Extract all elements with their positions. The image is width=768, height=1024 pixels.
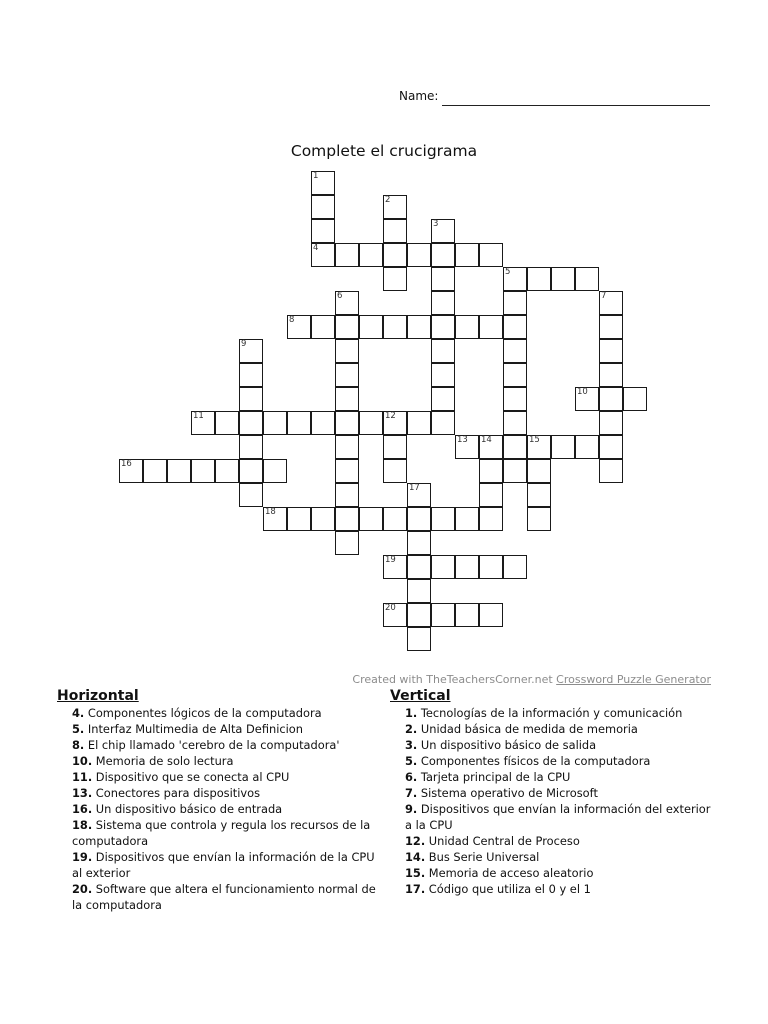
crossword-cell[interactable] — [383, 267, 407, 291]
crossword-cell[interactable] — [431, 339, 455, 363]
down-clues — [390, 688, 720, 897]
crossword-cell[interactable] — [503, 555, 527, 579]
crossword-cell[interactable] — [311, 507, 335, 531]
crossword-cell[interactable] — [407, 555, 431, 579]
across-clue-list — [57, 705, 377, 913]
clue-text: Dispositivos que envían la información del exterior a la CPU — [405, 802, 711, 832]
crossword-cell[interactable] — [383, 243, 407, 267]
crossword-cell[interactable] — [143, 459, 167, 483]
across-heading: Horizontal — [57, 688, 139, 704]
clue-text: El chip llamado 'cerebro de la computadora' — [84, 738, 340, 752]
down-heading: Vertical — [390, 688, 451, 704]
crossword-cell[interactable] — [335, 507, 359, 531]
crossword-cell[interactable] — [455, 603, 479, 627]
crossword-cell[interactable] — [287, 507, 311, 531]
clue-item — [390, 881, 720, 897]
crossword-cell[interactable] — [431, 363, 455, 387]
crossword-cell[interactable] — [263, 459, 287, 483]
clue-text: Interfaz Multimedia de Alta Definicion — [84, 722, 303, 736]
cell-number: 15 — [529, 435, 540, 445]
crossword-cell[interactable] — [119, 459, 143, 483]
crossword-cell[interactable] — [431, 603, 455, 627]
cell-number: 8 — [289, 315, 295, 325]
clue-text: Componentes lógicos de la computadora — [84, 706, 322, 720]
credit-link[interactable]: Crossword Puzzle Generator — [556, 673, 711, 686]
crossword-cell[interactable] — [335, 411, 359, 435]
clue-text: Unidad básica de medida de memoria — [417, 722, 638, 736]
crossword-cell[interactable] — [287, 315, 311, 339]
crossword-cell[interactable] — [311, 171, 335, 195]
clue-item — [390, 705, 720, 721]
crossword-cell[interactable] — [575, 387, 599, 411]
clue-number: 4. — [72, 706, 85, 720]
clue-item — [57, 785, 377, 801]
crossword-cell[interactable] — [599, 291, 623, 315]
clue-item — [390, 721, 720, 737]
crossword-cell[interactable] — [383, 435, 407, 459]
across-clues — [57, 688, 377, 913]
crossword-cell[interactable] — [383, 555, 407, 579]
crossword-cell[interactable] — [479, 459, 503, 483]
clue-number: 3. — [405, 738, 418, 752]
clue-text: Código que utiliza el 0 y el 1 — [425, 882, 591, 896]
crossword-cell[interactable] — [359, 411, 383, 435]
crossword-cell[interactable] — [431, 267, 455, 291]
cell-number: 13 — [457, 435, 468, 445]
cell-number: 16 — [121, 459, 132, 469]
clue-number: 20. — [72, 882, 93, 896]
clue-text: Bus Serie Universal — [425, 850, 540, 864]
clue-number: 11. — [72, 770, 93, 784]
crossword-cell[interactable] — [191, 411, 215, 435]
clue-text: Dispositivo que se conecta al CPU — [92, 770, 290, 784]
clue-number: 5. — [72, 722, 85, 736]
crossword-cell[interactable] — [431, 219, 455, 243]
crossword-cell[interactable] — [335, 435, 359, 459]
clue-item — [390, 737, 720, 753]
crossword-cell[interactable] — [455, 435, 479, 459]
crossword-cell[interactable] — [455, 315, 479, 339]
crossword-cell[interactable] — [359, 507, 383, 531]
crossword-cell[interactable] — [479, 435, 503, 459]
crossword-cell[interactable] — [335, 387, 359, 411]
crossword-cell[interactable] — [623, 387, 647, 411]
clue-text: Sistema que controla y regula los recursos de la computadora — [72, 818, 371, 848]
crossword-cell[interactable] — [527, 507, 551, 531]
crossword-cell[interactable] — [335, 459, 359, 483]
crossword-cell[interactable] — [503, 411, 527, 435]
crossword-cell[interactable] — [551, 267, 575, 291]
clue-number: 5. — [405, 754, 418, 768]
cell-number: 1 — [313, 171, 319, 181]
clue-number: 7. — [405, 786, 418, 800]
clue-number: 8. — [72, 738, 85, 752]
crossword-cell[interactable] — [575, 435, 599, 459]
cell-number: 4 — [313, 243, 319, 253]
clue-number: 16. — [72, 802, 93, 816]
cell-number: 20 — [385, 603, 396, 613]
clue-item — [57, 705, 377, 721]
crossword-cell[interactable] — [431, 507, 455, 531]
crossword-cell[interactable] — [383, 315, 407, 339]
crossword-cell[interactable] — [503, 315, 527, 339]
clue-item — [390, 801, 720, 833]
cell-number: 19 — [385, 555, 396, 565]
crossword-cell[interactable] — [431, 387, 455, 411]
crossword-cell[interactable] — [431, 243, 455, 267]
crossword-cell[interactable] — [503, 459, 527, 483]
clue-item — [57, 769, 377, 785]
crossword-cell[interactable] — [383, 459, 407, 483]
crossword-cell[interactable] — [455, 507, 479, 531]
crossword-cell[interactable] — [503, 339, 527, 363]
crossword-cell[interactable] — [407, 483, 431, 507]
crossword-cell[interactable] — [551, 435, 575, 459]
clue-item — [57, 737, 377, 753]
crossword-cell[interactable] — [503, 435, 527, 459]
clue-item — [390, 769, 720, 785]
crossword-cell[interactable] — [239, 387, 263, 411]
cell-number: 11 — [193, 411, 204, 421]
crossword-cell[interactable] — [599, 459, 623, 483]
crossword-cell[interactable] — [431, 291, 455, 315]
clue-item — [390, 849, 720, 865]
credit-text: Created with TheTeachersCorner.net — [352, 673, 557, 686]
clue-text: Tecnologías de la información y comunicación — [417, 706, 683, 720]
crossword-cell[interactable] — [407, 579, 431, 603]
crossword-cell[interactable] — [215, 459, 239, 483]
crossword-cell[interactable] — [191, 459, 215, 483]
down-clue-list — [390, 705, 720, 897]
crossword-cell[interactable] — [407, 627, 431, 651]
crossword-cell[interactable] — [335, 483, 359, 507]
crossword-cell[interactable] — [383, 219, 407, 243]
clue-number: 15. — [405, 866, 426, 880]
clue-number: 14. — [405, 850, 426, 864]
crossword-cell[interactable] — [479, 483, 503, 507]
crossword-cell[interactable] — [599, 435, 623, 459]
cell-number: 5 — [505, 267, 511, 277]
crossword-cell[interactable] — [431, 555, 455, 579]
crossword-cell[interactable] — [599, 363, 623, 387]
crossword-cell[interactable] — [527, 435, 551, 459]
crossword-cell[interactable] — [503, 267, 527, 291]
crossword-cell[interactable] — [359, 315, 383, 339]
cell-number: 7 — [601, 291, 607, 301]
crossword-cell[interactable] — [215, 411, 239, 435]
clue-text: Tarjeta principal de la CPU — [417, 770, 571, 784]
clue-number: 13. — [72, 786, 93, 800]
crossword-cell[interactable] — [479, 603, 503, 627]
cell-number: 17 — [409, 483, 420, 493]
clue-number: 6. — [405, 770, 418, 784]
crossword-cell[interactable] — [527, 483, 551, 507]
crossword-cell[interactable] — [407, 315, 431, 339]
clue-text: Un dispositivo básico de entrada — [92, 802, 283, 816]
crossword-cell[interactable] — [167, 459, 191, 483]
clue-number: 17. — [405, 882, 426, 896]
clue-text: Conectores para dispositivos — [92, 786, 261, 800]
crossword-cell[interactable] — [263, 507, 287, 531]
crossword-cell[interactable] — [455, 555, 479, 579]
cell-number: 14 — [481, 435, 492, 445]
crossword-cell[interactable] — [239, 435, 263, 459]
crossword-cell[interactable] — [599, 339, 623, 363]
crossword-cell[interactable] — [335, 363, 359, 387]
crossword-cell[interactable] — [335, 339, 359, 363]
crossword-cell[interactable] — [431, 315, 455, 339]
crossword-cell[interactable] — [407, 243, 431, 267]
crossword-cell[interactable] — [239, 339, 263, 363]
crossword-cell[interactable] — [287, 411, 311, 435]
crossword-cell[interactable] — [479, 555, 503, 579]
crossword-cell[interactable] — [479, 243, 503, 267]
cell-number: 9 — [241, 339, 247, 349]
clue-text: Unidad Central de Proceso — [425, 834, 580, 848]
clue-text: Software que altera el funcionamiento normal de la computadora — [72, 882, 376, 912]
crossword-cell[interactable] — [407, 411, 431, 435]
crossword-cell[interactable] — [311, 315, 335, 339]
crossword-cell[interactable] — [407, 507, 431, 531]
crossword-cell[interactable] — [239, 411, 263, 435]
crossword-cell[interactable] — [599, 315, 623, 339]
clue-item — [390, 785, 720, 801]
crossword-cell[interactable] — [383, 603, 407, 627]
clue-text: Memoria de acceso aleatorio — [425, 866, 594, 880]
crossword-cell[interactable] — [455, 243, 479, 267]
page-title: Complete el crucigrama — [290, 142, 478, 160]
crossword-cell[interactable] — [239, 483, 263, 507]
clue-item — [57, 817, 377, 849]
crossword-cell[interactable] — [239, 363, 263, 387]
clue-text: Componentes físicos de la computadora — [417, 754, 651, 768]
crossword-cell[interactable] — [335, 315, 359, 339]
crossword-cell[interactable] — [431, 411, 455, 435]
crossword-cell[interactable] — [311, 219, 335, 243]
clue-text: Sistema operativo de Microsoft — [417, 786, 598, 800]
crossword-cell[interactable] — [383, 195, 407, 219]
clue-item — [57, 801, 377, 817]
clue-item — [57, 721, 377, 737]
crossword-cell[interactable] — [599, 387, 623, 411]
clue-item — [390, 753, 720, 769]
crossword-cell[interactable] — [503, 387, 527, 411]
credit-line — [352, 673, 711, 686]
crossword-cell[interactable] — [479, 507, 503, 531]
crossword-cell[interactable] — [503, 363, 527, 387]
crossword-cell[interactable] — [599, 411, 623, 435]
cell-number: 3 — [433, 219, 439, 229]
crossword-cell[interactable] — [311, 243, 335, 267]
clue-number: 2. — [405, 722, 418, 736]
crossword-cell[interactable] — [239, 459, 263, 483]
clue-item — [57, 753, 377, 769]
crossword-cell[interactable] — [407, 531, 431, 555]
clue-number: 19. — [72, 850, 93, 864]
crossword-cell[interactable] — [335, 531, 359, 555]
clue-number: 12. — [405, 834, 426, 848]
name-label: Name: — [399, 89, 439, 103]
cell-number: 18 — [265, 507, 276, 517]
crossword-cell[interactable] — [527, 459, 551, 483]
clue-item — [390, 865, 720, 881]
clue-number: 18. — [72, 818, 93, 832]
clue-text: Memoria de solo lectura — [92, 754, 234, 768]
crossword-cell[interactable] — [575, 267, 599, 291]
crossword-cell[interactable] — [479, 315, 503, 339]
clue-item — [390, 833, 720, 849]
cell-number: 10 — [577, 387, 588, 397]
crossword-cell[interactable] — [335, 291, 359, 315]
clue-item — [57, 849, 377, 881]
clue-text: Un dispositivo básico de salida — [417, 738, 597, 752]
clue-item — [57, 881, 377, 913]
crossword-cell[interactable] — [263, 411, 287, 435]
crossword-cell[interactable] — [503, 291, 527, 315]
crossword-cell[interactable] — [383, 507, 407, 531]
clue-number: 9. — [405, 802, 418, 816]
clue-number: 10. — [72, 754, 93, 768]
crossword-cell[interactable] — [383, 411, 407, 435]
cell-number: 12 — [385, 411, 396, 421]
crossword-cell[interactable] — [311, 195, 335, 219]
crossword-cell[interactable] — [407, 603, 431, 627]
crossword-cell[interactable] — [311, 411, 335, 435]
crossword-cell[interactable] — [335, 243, 359, 267]
cell-number: 2 — [385, 195, 391, 205]
crossword-cell[interactable] — [359, 243, 383, 267]
crossword-cell[interactable] — [527, 267, 551, 291]
clue-text: Dispositivos que envían la información de la CPU al exterior — [72, 850, 375, 880]
clue-number: 1. — [405, 706, 418, 720]
cell-number: 6 — [337, 291, 343, 301]
